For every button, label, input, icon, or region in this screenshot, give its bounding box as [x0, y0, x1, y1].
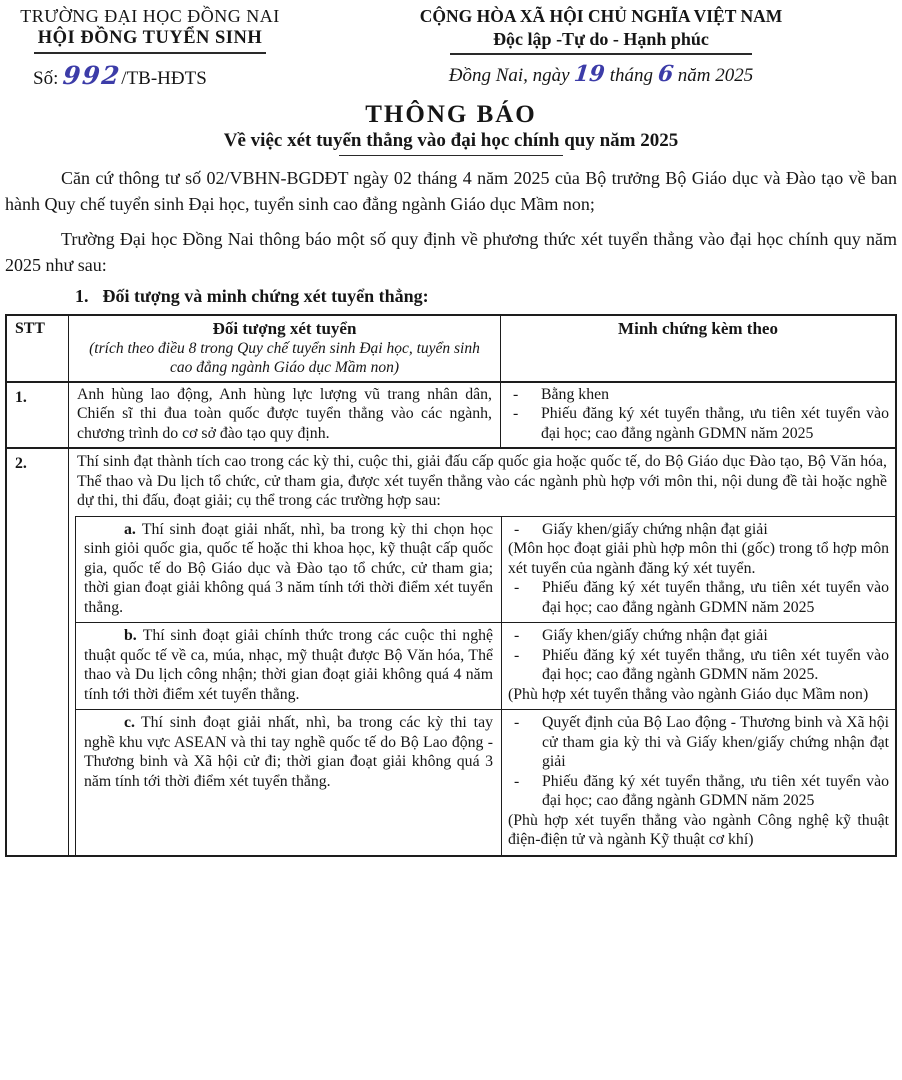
case-b-evidence-item-1 [508, 626, 889, 646]
dash-marker [508, 646, 542, 685]
case-a-evidence [502, 517, 895, 623]
case-b-subject [76, 623, 502, 709]
document-subject: Về việc xét tuyển thẳng vào đại học chính quy năm 2025 [223, 130, 679, 151]
dash-marker [508, 578, 542, 617]
place-dateline [305, 61, 897, 87]
section-1-title: Đối tượng và minh chứng xét tuyển thẳng: [102, 286, 429, 306]
section-1-number: 1. [75, 286, 89, 306]
dash-marker [507, 404, 541, 443]
dateline-part1: Đồng Nai, ngày [448, 65, 570, 86]
case-c-evidence-item-1 [508, 713, 889, 772]
document-number-prefix: Số: [33, 68, 59, 89]
header-subject-note: (trích theo điều 8 trong Quy chế tuyển sinh Đại học, tuyển sinh cao đẳng ngành Giáo dục Mầm non) [89, 339, 480, 376]
national-header-block [305, 6, 897, 90]
dateline-part3: năm 2025 [677, 65, 754, 86]
subject-underline [339, 155, 563, 156]
case-c-subject [76, 710, 502, 855]
case-a-evidence-note: (Môn học đoạt giải phù hợp môn thi (gốc) trong tổ hợp môn xét tuyển của ngành đăng ký xét tuyển. [508, 540, 889, 577]
case-c-label: c. [124, 714, 135, 731]
table-row-2 [7, 449, 895, 855]
case-b-subject-text [84, 626, 493, 704]
dash-marker [508, 713, 542, 772]
case-a-evidence-1-text: Giấy khen/giấy chứng nhận đạt giải [542, 520, 768, 538]
paragraph-announcement: Trường Đại học Đồng Nai thông báo một số quy định về phương thức xét tuyển thẳng vào đại học chính quy năm 2025 như sau: [5, 229, 897, 275]
row2-stt: 2. [7, 449, 69, 855]
row2-cases-box [75, 516, 895, 855]
case-a-subject-text [84, 520, 493, 618]
dash-marker [507, 385, 541, 405]
row1-evidence-1-text: Bằng khen [541, 385, 610, 403]
dash-marker [508, 772, 542, 811]
motto-underline [450, 53, 752, 55]
case-c-evidence [502, 710, 895, 855]
header-cell-subject [69, 316, 501, 381]
header-cell-stt: STT [7, 316, 69, 381]
case-b-evidence-item-2 [508, 646, 889, 685]
table-header-row [7, 316, 895, 383]
row1-stt: 1. [7, 383, 69, 448]
case-a-evidence-2-text: Phiếu đăng ký xét tuyển thẳng, ưu tiên xét tuyển vào đại học; cao đẳng ngành GDMN năm 2025 [542, 579, 889, 616]
org-underline [34, 52, 266, 54]
case-a-evidence-item-2 [508, 578, 889, 617]
section-1-heading [75, 286, 897, 307]
case-a-label: a. [124, 520, 136, 538]
case-c-evidence-1-text: Quyết định của Bộ Lao động - Thương binh và Xã hội cử tham gia kỳ thi và Giấy khen/giấy chứng nhận đạt giải [542, 714, 889, 770]
case-b-evidence-2-text: Phiếu đăng ký xét tuyển thẳng, ưu tiên xét tuyển vào đại học; cao đẳng ngành GDMN năm 2025. [542, 646, 889, 683]
document-number-suffix: /TB-HĐTS [121, 68, 207, 89]
document-number [33, 61, 305, 90]
dash-marker [508, 626, 542, 646]
row1-evidence-item-1 [507, 385, 889, 405]
paragraph-legal-basis: Căn cứ thông tư số 02/VBHN-BGDĐT ngày 02 tháng 4 năm 2025 của Bộ trưởng Bộ Giáo dục và Đào tạo về ban hành Quy chế tuyển sinh Đại học, tuyển sinh cao đẳng ngành Giáo dục Mầm non; [5, 168, 897, 214]
dateline-part2: tháng [609, 65, 653, 86]
case-b-label: b. [124, 627, 137, 644]
case-b-subject-body: Thí sinh đoạt giải chính thức trong các cuộc thi nghệ thuật quốc tế về ca, múa, nhạc, mỹ thuật được Bộ Văn hóa, Thể thao và Du lịch công nhận; thời gian đoạt giải không quá 4 năm tính tới thời điểm xét tuyển thẳng. [84, 627, 493, 703]
row1-subject: Anh hùng lao động, Anh hùng lực lượng vũ trang nhân dân, Chiến sĩ thi đua toàn quốc được tuyển thẳng vào các ngành, chương trình do cơ sở đào tạo quy định. [69, 383, 501, 448]
case-a-row [76, 517, 895, 624]
org-council: HỘI ĐỒNG TUYỂN SINH [37, 28, 263, 48]
case-c-evidence-item-2 [508, 772, 889, 811]
issuing-org-block [0, 6, 305, 90]
case-a-subject [76, 517, 502, 623]
case-c-evidence-2-text: Phiếu đăng ký xét tuyển thẳng, ưu tiên xét tuyển vào đại học; cao đẳng ngành GDMN năm 2025 [542, 772, 889, 809]
document-number-handwritten: 992 [61, 61, 123, 90]
case-b-evidence [502, 623, 895, 709]
header-subject-title: Đối tượng xét tuyển [212, 319, 357, 338]
case-c-evidence-note: (Phù hợp xét tuyển thẳng vào ngành Công nghệ kỹ thuật điện-điện tử và ngành Kỹ thuật cơ khí) [508, 811, 889, 848]
row2-body [69, 449, 895, 855]
eligibility-table [5, 314, 897, 857]
row1-evidence [501, 383, 895, 448]
row1-evidence-2-text: Phiếu đăng ký xét tuyển thẳng, ưu tiên xét tuyển vào đại học; cao đẳng ngành GDMN năm 2025 [541, 405, 889, 442]
case-b-evidence-note: (Phù hợp xét tuyển thẳng vào ngành Giáo dục Mầm non) [508, 685, 869, 703]
row1-evidence-item-2 [507, 404, 889, 443]
case-a-evidence-item-1 [508, 520, 889, 540]
case-b-evidence-1-text: Giấy khen/giấy chứng nhận đạt giải [542, 627, 768, 644]
masthead [5, 6, 897, 90]
case-b-row [76, 623, 895, 710]
case-c-row [76, 710, 895, 855]
row2-intro: Thí sinh đạt thành tích cao trong các kỳ thi, cuộc thi, giải đấu cấp quốc gia hoặc quốc tế, do Bộ Giáo dục Đào tạo, Bộ Văn hóa, Thể thao và Du lịch tổ chức, cử tham gia, được xét tuyển thẳng vào các ngành phù hợp với môn thi, nội dung đề tài hoặc nghề dự thi, thi đấu, đoạt giải; cụ thể trong các trường hợp sau: [77, 453, 887, 509]
header-cell-evidence: Minh chứng kèm theo [618, 319, 778, 338]
dateline-day-handwritten: 19 [573, 61, 607, 87]
document-title: THÔNG BÁO [365, 101, 537, 128]
national-motto-line2: Độc lập -Tự do - Hạnh phúc [493, 29, 709, 49]
national-motto-line1: CỘNG HÒA XÃ HỘI CHỦ NGHĨA VIỆT NAM [419, 6, 783, 26]
dash-marker [508, 520, 542, 540]
case-c-subject-body: Thí sinh đoạt giải nhất, nhì, ba trong các kỳ thi tay nghề khu vực ASEAN và thi tay nghề quốc tế do Bộ Lao động - Thương binh và Xã hội cử đi; thời gian đoạt giải không quá 3 năm tính tới thời điểm xét tuyển thẳng. [84, 714, 493, 790]
case-a-subject-body: Thí sinh đoạt giải nhất, nhì, ba trong kỳ thi chọn học sinh giỏi quốc gia, quốc tế hoặc thi khoa học, kỹ thuật cấp quốc gia, quốc tế do Bộ Giáo dục và Đào tạo tổ chức, cử tham gia; thời gian đoạt giải không quá 3 năm tính tới thời điểm xét tuyển thẳng. [84, 520, 493, 616]
case-c-subject-text [84, 713, 493, 791]
dateline-month-handwritten: 6 [656, 61, 675, 87]
org-name: TRƯỜNG ĐẠI HỌC ĐỒNG NAI [20, 6, 280, 26]
table-row-1 [7, 383, 895, 450]
